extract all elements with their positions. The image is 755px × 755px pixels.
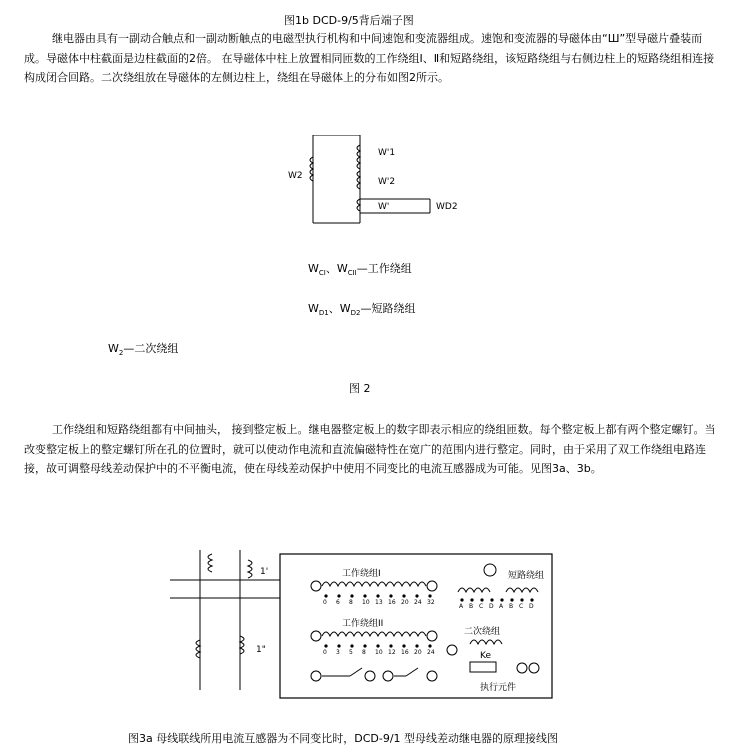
fig3a-secondary-terminal — [447, 645, 457, 655]
fig1b-caption: 图1b DCD-9/5背后端子图 — [284, 14, 414, 27]
tap-dot — [490, 598, 493, 601]
tap-dot — [337, 644, 340, 647]
fig3a-ct-coil-4 — [240, 636, 244, 654]
tap-dot — [500, 598, 503, 601]
fig3a-taps-2 — [323, 644, 435, 656]
fig3a-terminal-4 — [427, 631, 437, 641]
tap-label: 32 — [427, 599, 435, 606]
fig3a-ct-coil-3 — [196, 640, 200, 658]
tap-label: 13 — [375, 599, 383, 606]
tap-label: 6 — [336, 599, 340, 606]
tap-label: D — [489, 603, 494, 610]
tap-dot — [389, 594, 392, 597]
fig3a-short-winding-label: 短路绕组 — [508, 571, 545, 581]
tap-dot — [520, 598, 523, 601]
tap-dot — [350, 644, 353, 647]
fig3a-schematic — [170, 540, 555, 710]
fig3a-caption: 图3a 母线联线所用电流互感器为不同变比时，DCD-9/1 型母线差动继电器的原理接线图 — [128, 732, 559, 745]
fig2-wc1-label: W'1 — [378, 148, 396, 158]
tap-dot — [480, 598, 483, 601]
tap-dot — [324, 644, 327, 647]
fig2-caption: 图 2 — [349, 382, 371, 395]
fig3a-terminal-7 — [383, 671, 393, 681]
tap-label: 24 — [414, 599, 422, 606]
tap-dot — [402, 594, 405, 597]
tap-label: 24 — [427, 649, 435, 656]
fig2-legend-secondary: $W_2—$二次绕组 — [108, 342, 179, 358]
tap-label: 16 — [388, 599, 396, 606]
fig3a-work-winding-1-label: 工作绕组I — [342, 569, 381, 579]
tap-dot — [350, 594, 353, 597]
fig2-legend-working: $W_{CI}$、$W_{CII}—$工作绕组 — [308, 262, 412, 278]
fig3a-ke-label: Ke — [480, 651, 491, 661]
fig2-wc2-label: W'2 — [378, 177, 396, 187]
fig3a-secondary-winding-label: 二次绕组 — [464, 627, 501, 637]
tap-label: A — [499, 603, 504, 610]
tap-label: 20 — [414, 649, 422, 656]
fig3a-terminal-1 — [311, 581, 321, 591]
fig3a-actuator-label: 执行元件 — [480, 683, 517, 693]
tap-label: 10 — [362, 599, 370, 606]
tap-dot — [363, 594, 366, 597]
tap-label: 10 — [375, 649, 383, 656]
tap-label: 3 — [336, 649, 340, 656]
tap-label: 0 — [323, 599, 327, 606]
tap-label: 20 — [401, 599, 409, 606]
fig3a-actuator-terminal-1 — [517, 663, 527, 673]
fig3a-work-winding-2-label: 工作绕组II — [342, 619, 384, 629]
tap-label: C — [519, 603, 524, 610]
tap-dot — [337, 594, 340, 597]
fig3a-ct-label-1: 1' — [260, 567, 269, 577]
fig3a-rectifier — [470, 662, 496, 672]
tap-dot — [402, 644, 405, 647]
fig3a-ct-coil-2 — [248, 560, 252, 578]
tap-dot — [363, 644, 366, 647]
fig3a-secondary-coil — [470, 640, 502, 644]
fig3a-actuator-terminal-2 — [529, 663, 539, 673]
tap-label: B — [469, 603, 474, 610]
tap-label: C — [479, 603, 484, 610]
tap-dot — [415, 594, 418, 597]
fig2-w2-label: W2 — [288, 171, 303, 181]
paragraph-2: 工作绕组和短路绕组都有中间抽头， 接到整定板上。继电器整定板上的数字即表示相应的绕组匝数。每个整定板上都有两个整定螺钉。当改变整定板上的整定螺钉所在孔的位置时，就可以使动作电流和直流偏磁特性在宽广的范围内进行整定。同时，由于采用了双工作绕组电路连接，故可调整母线差动保护中的不平衡电流，使在母线差动保护中使用不同变比的电流互感器成为可能。见图3a、3b。 — [24, 423, 716, 475]
tap-label: D — [529, 603, 534, 610]
tap-label: 8 — [349, 599, 353, 606]
fig3a-ct-label-2: 1" — [256, 645, 266, 655]
tap-label: B — [509, 603, 514, 610]
fig3a-terminal-8 — [427, 671, 437, 681]
fig3a-work-winding-1-coil — [322, 582, 426, 586]
fig2-wd2-label: WD2 — [436, 202, 458, 212]
tap-dot — [428, 594, 431, 597]
tap-label: 0 — [323, 649, 327, 656]
fig2-winding-diagram — [280, 135, 470, 230]
fig3a-work-winding-2-coil — [322, 632, 426, 636]
fig3a-short-coil-a — [458, 588, 490, 592]
tap-dot — [324, 594, 327, 597]
fig3a-terminal-3 — [311, 631, 321, 641]
fig3a-ct-coil-1 — [208, 554, 212, 572]
fig3a-terminal-2 — [427, 581, 437, 591]
tap-dot — [470, 598, 473, 601]
fig3a-terminal-5 — [311, 671, 321, 681]
tap-dot — [460, 598, 463, 601]
paragraph-1: 继电器由具有一副动合触点和一副动断触点的电磁型执行机构和中间速饱和变流器组成。速饱和变流器的导磁体由“Ш”型导磁片叠装而成。导磁体中柱截面是边柱截面的2倍。 在导磁体中柱上放置相同匝数的工作绕组Ⅰ、Ⅱ和短路绕组，该短路绕组与右侧边柱上的短路绕组相连接构成闭合回路。二次绕组放在导磁体的左侧边柱上，绕组在导磁体上的分布如图2所示。 — [24, 32, 715, 84]
fig3a-terminal-6 — [365, 671, 375, 681]
fig3a-contact-open-1 — [350, 668, 362, 676]
tap-dot — [376, 594, 379, 597]
tap-dot — [530, 598, 533, 601]
tap-dot — [428, 644, 431, 647]
tap-label: 8 — [362, 649, 366, 656]
tap-label: 5 — [349, 649, 353, 656]
tap-dot — [510, 598, 513, 601]
tap-label: 16 — [401, 649, 409, 656]
tap-dot — [415, 644, 418, 647]
fig3a-taps-1 — [323, 594, 435, 606]
fig2-wd1-label: W' — [378, 202, 390, 212]
tap-label: A — [459, 603, 464, 610]
fig3a-short-coil-b — [506, 588, 538, 592]
fig3a-short-taps — [459, 598, 534, 610]
fig3a-contact-open-2 — [406, 668, 418, 676]
tap-dot — [376, 644, 379, 647]
fig3a-short-terminal — [484, 564, 496, 576]
fig2-legend-short: $W_{D1}$、$W_{D2}—$短路绕组 — [308, 302, 416, 318]
tap-dot — [389, 644, 392, 647]
tap-label: 12 — [388, 649, 396, 656]
